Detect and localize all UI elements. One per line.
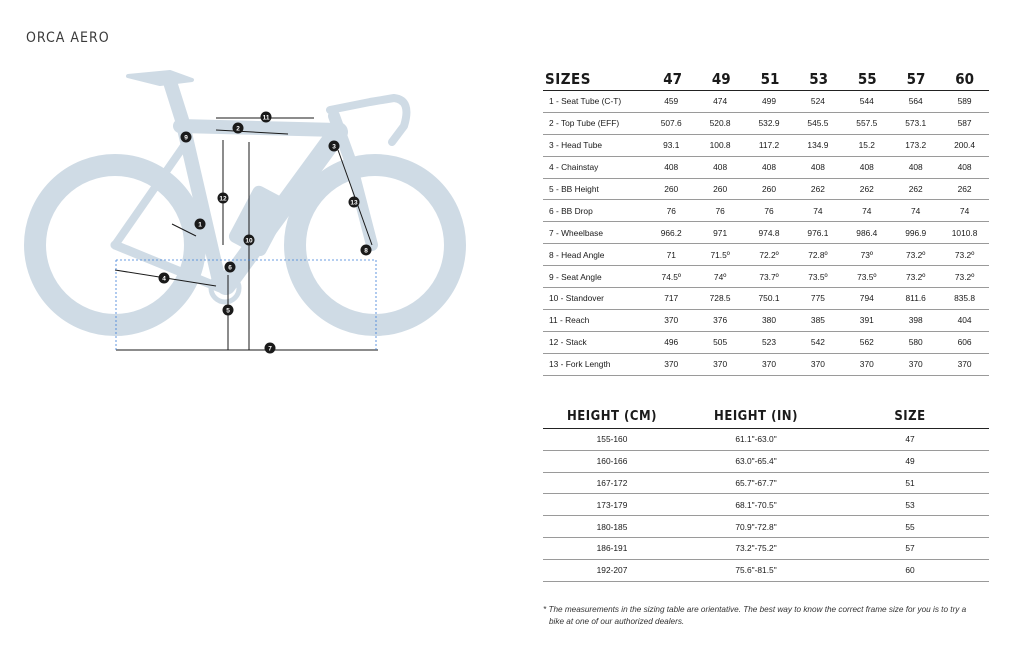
table-cell: 775 <box>810 293 825 304</box>
table-cell: 474 <box>713 96 728 107</box>
table-cell: 262 <box>859 184 874 194</box>
table-cell: 835.8 <box>954 293 976 304</box>
table-cell: 15.2 <box>858 140 875 151</box>
geometry-marker-label: 4 <box>162 275 166 283</box>
table-cell: 74 <box>813 205 823 216</box>
bike-geometry-diagram <box>20 60 490 360</box>
table-cell: 74 <box>911 205 921 216</box>
table-cell: 260 <box>713 184 728 194</box>
table-cell: 606 <box>957 337 972 348</box>
table-cell: 398 <box>908 315 923 326</box>
table-row <box>543 288 989 310</box>
table-cell: 996.9 <box>905 227 927 238</box>
height-cm-header: HEIGHT (CM) <box>567 409 657 424</box>
table-cell: 74 <box>862 205 872 216</box>
size-column-header: 47 <box>663 70 683 88</box>
table-cell: 74º <box>713 271 727 282</box>
table-cell: 71.5º <box>710 249 730 260</box>
table-cell: 200.4 <box>954 140 976 151</box>
table-cell: 557.5 <box>856 118 878 129</box>
geometry-marker <box>218 193 229 204</box>
table-cell: 986.4 <box>856 227 878 238</box>
geometry-marker <box>261 112 272 123</box>
table-cell: 68.1"-70.5" <box>735 499 777 510</box>
height-table-header <box>543 398 989 429</box>
table-cell: 750.1 <box>758 293 780 304</box>
table-cell: 155-160 <box>596 434 628 445</box>
table-cell: 73.2º <box>954 249 975 260</box>
table-row <box>543 538 989 560</box>
table-cell: 573.1 <box>905 118 927 129</box>
table-cell: 167-172 <box>596 477 628 488</box>
table-row <box>543 179 989 201</box>
table-cell: 65.7"-67.7" <box>735 477 777 488</box>
table-row <box>543 244 989 266</box>
table-row <box>543 451 989 473</box>
table-cell: 117.2 <box>758 140 780 151</box>
table-cell: 811.6 <box>905 293 926 304</box>
geometry-marker <box>223 305 234 316</box>
table-row <box>543 494 989 516</box>
row-label: 3 - Head Tube <box>549 140 603 151</box>
table-cell: 53 <box>905 499 915 510</box>
table-cell: 61.1"-63.0" <box>735 434 777 445</box>
table-cell: 70.9"-72.8" <box>735 521 777 532</box>
table-cell: 370 <box>859 359 874 370</box>
table-cell: 76 <box>715 205 725 216</box>
table-cell: 505 <box>713 337 728 348</box>
table-cell: 74 <box>959 205 970 216</box>
height-in-header: HEIGHT (IN) <box>714 409 798 424</box>
geometry-marker <box>159 273 170 284</box>
sizes-header-label: SIZES <box>545 70 591 88</box>
row-label: 11 - Reach <box>549 315 590 326</box>
row-label: 13 - Fork Length <box>549 359 611 370</box>
size-column-header: 51 <box>760 70 780 88</box>
table-cell: 262 <box>908 184 923 194</box>
table-cell: 794 <box>859 293 874 304</box>
table-cell: 589 <box>957 96 972 107</box>
table-cell: 73.2º <box>906 271 926 282</box>
table-cell: 73º <box>860 249 873 260</box>
size-column-header: 60 <box>955 70 975 88</box>
table-row <box>543 200 989 222</box>
table-cell: 134.9 <box>807 140 829 151</box>
sizes-table <box>543 64 989 376</box>
table-row <box>543 560 989 582</box>
table-cell: 542 <box>810 337 825 348</box>
table-cell: 55 <box>905 521 915 532</box>
geometry-marker <box>265 343 276 354</box>
table-cell: 562 <box>859 337 874 348</box>
table-cell: 260 <box>762 184 776 194</box>
geometry-marker <box>233 123 244 134</box>
table-cell: 262 <box>810 184 825 194</box>
table-cell: 408 <box>957 162 972 173</box>
geometry-marker-label: 1 <box>198 221 202 229</box>
bike-frame <box>115 72 406 302</box>
table-cell: 408 <box>810 162 825 173</box>
table-row <box>543 157 989 179</box>
geometry-marker <box>361 245 372 256</box>
table-cell: 173-179 <box>596 499 628 510</box>
table-cell: 976.1 <box>807 227 829 238</box>
table-cell: 73.7º <box>759 271 779 282</box>
table-cell: 160-166 <box>596 456 628 467</box>
size-column-header: 53 <box>809 70 829 88</box>
table-row <box>543 516 989 538</box>
table-cell: 72.8º <box>808 249 828 260</box>
table-cell: 499 <box>762 96 776 107</box>
row-label: 10 - Standover <box>549 293 604 304</box>
table-cell: 408 <box>664 162 679 173</box>
footnote <box>543 604 993 628</box>
table-cell: 380 <box>762 315 776 326</box>
table-cell: 974.8 <box>758 227 780 238</box>
geometry-marker-label: 2 <box>236 125 240 133</box>
table-cell: 75.6"-81.5" <box>735 565 777 576</box>
table-cell: 408 <box>908 162 923 173</box>
table-cell: 370 <box>664 315 679 326</box>
table-cell: 370 <box>908 359 923 370</box>
table-cell: 73.2º <box>906 249 926 260</box>
table-row <box>543 354 989 376</box>
table-row <box>543 310 989 332</box>
size-header: SIZE <box>894 409 926 424</box>
table-cell: 57 <box>905 543 915 554</box>
table-cell: 580 <box>908 337 923 348</box>
height-table <box>543 398 989 582</box>
table-cell: 496 <box>664 337 679 348</box>
page-title: ORCA AERO <box>26 30 110 46</box>
table-cell: 47 <box>905 434 915 445</box>
table-row <box>543 429 989 451</box>
table-cell: 717 <box>664 293 679 304</box>
table-cell: 532.9 <box>758 118 780 129</box>
geometry-marker-label: 9 <box>184 134 188 142</box>
size-column-header: 55 <box>857 70 877 88</box>
table-cell: 74.5º <box>661 271 681 282</box>
table-cell: 524 <box>810 96 825 107</box>
table-cell: 408 <box>762 162 776 173</box>
table-row <box>543 113 989 135</box>
table-row <box>543 332 989 354</box>
table-cell: 408 <box>859 162 874 173</box>
geometry-marker-label: 12 <box>219 195 227 203</box>
geometry-marker <box>349 197 360 208</box>
geometry-marker <box>329 141 340 152</box>
table-cell: 76 <box>666 205 676 216</box>
row-label: 12 - Stack <box>549 337 587 348</box>
geometry-marker-label: 5 <box>226 307 230 315</box>
table-row <box>543 473 989 495</box>
table-cell: 73.2º <box>954 271 975 282</box>
table-cell: 173.2 <box>905 140 927 151</box>
row-label: 6 - BB Drop <box>549 205 593 216</box>
table-cell: 72.2º <box>759 249 779 260</box>
table-cell: 76 <box>764 205 774 216</box>
table-cell: 971 <box>713 227 728 238</box>
table-cell: 728.5 <box>709 293 731 304</box>
table-cell: 587 <box>957 118 972 129</box>
table-cell: 93.1 <box>663 140 680 151</box>
table-cell: 459 <box>664 96 679 107</box>
table-cell: 73.5º <box>857 271 877 282</box>
table-cell: 545.5 <box>807 118 829 129</box>
table-cell: 523 <box>762 337 776 348</box>
table-cell: 73.2"-75.2" <box>735 543 777 554</box>
table-cell: 192-207 <box>596 565 628 576</box>
size-column-header: 57 <box>906 70 926 88</box>
geometry-marker-label: 6 <box>228 264 232 272</box>
geometry-marker-label: 8 <box>364 247 368 255</box>
geometry-marker <box>195 219 206 230</box>
geometry-marker-label: 3 <box>332 143 336 151</box>
table-cell: 60 <box>905 565 915 576</box>
geometry-marker <box>244 235 255 246</box>
sizes-table-body <box>543 91 989 376</box>
row-label: 7 - Wheelbase <box>549 227 603 238</box>
table-cell: 370 <box>810 359 825 370</box>
table-cell: 262 <box>957 184 972 194</box>
height-table-body <box>543 429 989 582</box>
size-column-header: 49 <box>711 70 731 88</box>
table-row <box>543 91 989 113</box>
row-label: 4 - Chainstay <box>549 162 599 173</box>
bike-geometry-svg <box>20 60 490 360</box>
table-cell: 49 <box>905 456 915 467</box>
table-cell: 370 <box>957 359 972 370</box>
footnote-line-1: * The measurements in the sizing table are orientative. The best way to know the correct frame size for you is to try a <box>543 605 967 614</box>
table-row <box>543 135 989 157</box>
table-cell: 404 <box>957 315 972 326</box>
geometry-marker-label: 10 <box>245 237 253 245</box>
table-cell: 51 <box>905 477 915 488</box>
table-cell: 385 <box>810 315 825 326</box>
geometry-marker-label: 13 <box>350 199 358 207</box>
table-cell: 73.5º <box>808 271 828 282</box>
table-cell: 186-191 <box>596 543 628 554</box>
row-label: 1 - Seat Tube (C-T) <box>549 96 622 107</box>
geometry-marker-label: 7 <box>268 345 272 353</box>
table-cell: 507.6 <box>660 118 682 129</box>
geometry-marker <box>225 262 236 273</box>
table-row <box>543 222 989 244</box>
table-cell: 370 <box>762 359 776 370</box>
table-cell: 544 <box>859 96 874 107</box>
table-cell: 370 <box>664 359 679 370</box>
table-cell: 391 <box>859 315 874 326</box>
table-cell: 71 <box>666 249 676 260</box>
table-cell: 63.0"-65.4" <box>735 456 777 467</box>
table-cell: 408 <box>713 162 728 173</box>
row-label: 5 - BB Height <box>549 184 599 194</box>
row-label: 8 - Head Angle <box>549 249 605 260</box>
geometry-marker <box>181 132 192 143</box>
table-cell: 376 <box>713 315 728 326</box>
table-cell: 370 <box>713 359 728 370</box>
table-cell: 100.8 <box>709 140 731 151</box>
table-cell: 520.8 <box>709 118 731 129</box>
row-label: 9 - Seat Angle <box>549 271 602 282</box>
table-cell: 260 <box>664 184 679 194</box>
geometry-marker-label: 11 <box>262 114 270 122</box>
footnote-line-2: bike at one of our authorized dealers. <box>549 617 685 626</box>
row-label: 2 - Top Tube (EFF) <box>549 118 620 129</box>
table-cell: 564 <box>908 96 923 107</box>
table-cell: 1010.8 <box>951 227 978 238</box>
sizes-table-header <box>543 64 989 91</box>
table-row <box>543 266 989 288</box>
table-cell: 180-185 <box>596 521 628 532</box>
table-cell: 966.2 <box>660 227 682 238</box>
